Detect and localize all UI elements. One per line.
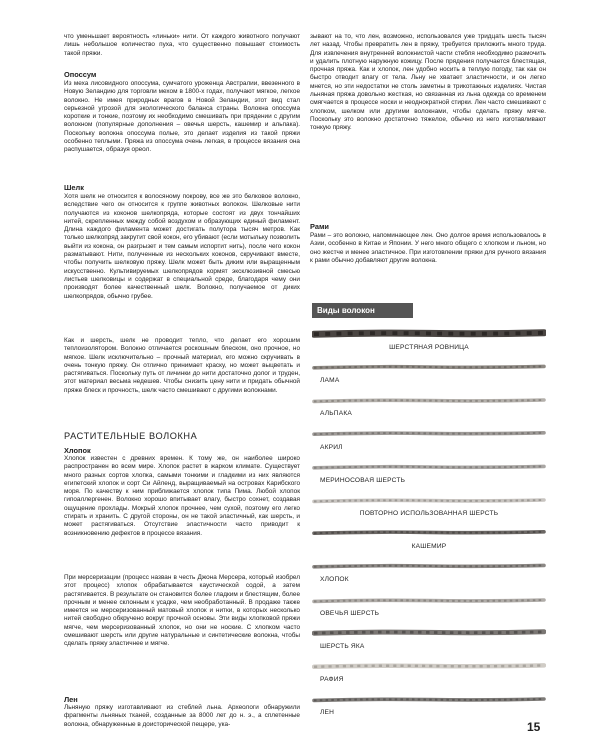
yarn-strand-body [314, 432, 544, 433]
yarn-strand-image [312, 692, 546, 706]
ramie-paragraph: Рами – это волокно, напоминающее лен. Оно долгое время использовалось в Азии, особенно в Китае и Японии. У него много общего с хлопком и льном, но оно жестче и менее эластичное. При изготовлении пряжи для ручного вязания к рами обычно добавляют другие волокна. [310, 232, 546, 264]
yarn-sample [312, 493, 546, 523]
plant-fibers-heading: РАСТИТЕЛЬНЫЕ ВОЛОКНА [64, 431, 198, 441]
linen-paragraph: Льняную пряжу изготавливают из стеблей льна. Археологи обнаружили фрагменты льняных тканей, созданные за 8000 лет до н. э., а сплетенные волокна, обнаруженные в доисторической пещере, ука- [64, 704, 300, 728]
yarn-types-heading: Виды волокон [312, 303, 413, 318]
yarn-strand-body [314, 466, 544, 467]
yarn-sample [312, 659, 546, 689]
yarn-strand-body [314, 367, 544, 368]
yarn-strand-body [314, 600, 544, 601]
yarn-label: АЛЬПАКА [320, 410, 352, 418]
yarn-sample [312, 559, 546, 589]
yarn-strand-image [312, 327, 546, 341]
yarn-strand-body [314, 500, 544, 501]
yarn-label: АКРИЛ [320, 443, 343, 451]
silk-paragraph-1: Хотя шелк не относится к волосяному покрову, все же это белковое волокно, вследствие чего он относится к группе животных волокон. Шелковые нити получаются из коконов шелкопряда, которые состоят из двух тончайших нитей, скрепленных между собой воздухом и образующих единый филамент. Длина каждого филамента может достигать полутора тысяч метров. Как только шелкопряд закрутит свой кокон, его убивают (если мотыльку позволить выйти из кокона, он разгрызет и тем самым испортит нить), после чего кокон разматывают. Нити, полученные из нескольких коконов, скручивают вместе, чтобы получить шелковую пряжу. Шелк может быть диким или выращенным искусственно. Культивируемых шелкопрядов кормят эксклюзивной смесью листьев шелковицы и содержат в специальной среде, благодаря чему они производят более качественный шелк. Волокно, получаемое от диких шелкопрядов, обычно грубее. [64, 193, 300, 300]
yarn-strand-image [312, 460, 546, 474]
page-number: 15 [527, 720, 541, 734]
cotton-heading: Хлопок [64, 446, 91, 455]
yarn-sample [312, 626, 546, 656]
yarn-sample [312, 593, 546, 623]
yarn-strand-image [312, 659, 546, 673]
yarn-strand-body [314, 400, 544, 401]
yarn-strand-body [314, 566, 544, 567]
yarn-label: ЛЕН [320, 709, 335, 717]
yarn-sample [312, 360, 546, 390]
yarn-strand-body [314, 532, 544, 533]
opossum-heading: Опоссум [64, 70, 97, 79]
silk-heading: Шелк [64, 183, 84, 192]
yarn-strand-image [312, 559, 546, 573]
yarn-strand-body [314, 699, 544, 700]
yarn-label: ЛАМА [320, 377, 340, 385]
linen-heading: Лен [64, 695, 78, 704]
yarn-strand-image [312, 626, 546, 640]
intro-paragraph: что уменьшает вероятность «линьки» нити. От каждого животного получают лишь небольшое количество пуха, что существенно повышает стоимость такой пряжи. [64, 33, 300, 57]
silk-paragraph-2: Как и шерсть, шелк не проводит тепло, что делает его хорошим теплоизолятором. Волокно отличается роскошным блеском, оно прочное, но мягкое. Шелк исключительно – прочный материал, его можно скручивать в очень тонкую пряжу. Он отлично принимает краску, но может выцветать и растягиваться. Поскольку путь от личинки до нити достаточно долог и труден, этот материал весьма недешев. Чтобы снизить цену нити и придать обычной пряже блеск и прочность, шелк часто смешивают с другими волокнами. [64, 337, 300, 394]
yarn-sample [312, 460, 546, 490]
yarn-label: ШЕРСТЯНАЯ РОВНИЦА [389, 344, 469, 351]
yarn-strand-image [312, 393, 546, 407]
yarn-sample [312, 692, 546, 722]
linen-continued-paragraph: зывают на то, что лен, возможно, использовался уже тридцать шесть тысяч лет назад. Чтобы превратить лен в пряжу, требуется приложить много труда. Для извлечения внутренней волокнистой части стебля необходимо размочить и удалить плотную наружную кожицу. После прядения получается блестящая, прочная пряжа. Как и хлопок, лен удобно носить в теплую погоду, так как он быстро отводит влагу от тела. Льну не хватает эластичности, и он легко мнется, но эти недостатки не столь заметны в трикотажных изделиях. Чистая льняная пряжа довольно жесткая, но связанная из льна одежда со временем смягчается в процессе носки и неоднократной стирки. Лен часто смешивают с хлопком, шелком или другими волокнами, чтобы сделать пряжу мягче. Поскольку это волокно достаточно тяжелое, обычно из него изготавливают тонкую пряжу. [310, 33, 546, 132]
yarn-sample [312, 393, 546, 423]
yarn-label: РАФИЯ [320, 676, 344, 683]
yarn-strand-image [312, 360, 546, 374]
cotton-paragraph-1: Хлопок известен с древних времен. К тому же, он наиболее широко распространен во всем мире. Хлопок растет в жарком климате. Существует много разных сортов хлопка, самыми тонкими и гладкими из них являются египетский хлопок и сорт Си Айленд, выращиваемый на островах Карибского моря. По качеству к ним приближается хлопок типа Пима. Любой хлопок гипоаллергенен. Волокно хорошо впитывает влагу, быстро сохнет, создавая ощущение прохлады. Мокрый хлопок прочнее, чем сухой, поэтому его легко стирать и хранить. С другой стороны, он не такой эластичный, как шерсть, и может растягиваться. Отсутствие эластичности часто приводит к возникновению дефектов в процессе вязания. [64, 455, 300, 537]
yarn-strand-image [312, 593, 546, 607]
yarn-strand-image [312, 493, 546, 507]
ramie-heading: Рами [310, 222, 329, 231]
cotton-paragraph-2: При мерсеризации (процесс назван в честь Джона Мерсера, который изобрел этот процесс) хлопок обрабатывается каустической содой, а затем растягивается. В результате он становится более гладким и блестящим, более прочным и менее склонным к усадке, чем необработанный. В продаже также имеется не мерсеризованный матовый хлопок и нитки, в которых несколько нитей свободно обкручено вокруг прочной основы. Эти виды хлопковой пряжи мягче, чем мерсеризованный хлопок, но они не ноские. С хлопком часто смешивают шерсть или другие натуральные и синтетические волокна, чтобы сделать пряжу эластичнее и мягче. [64, 574, 300, 648]
yarn-strand-image [312, 526, 546, 540]
yarn-label: МЕРИНОСОВАЯ ШЕРСТЬ [320, 476, 406, 484]
yarn-sample [312, 327, 546, 357]
yarn-label: ОВЕЧЬЯ ШЕРСТЬ [320, 609, 380, 617]
yarn-label: ШЕРСТЬ ЯКА [320, 642, 365, 650]
yarn-sample [312, 427, 546, 457]
yarn-label: ХЛОПОК [320, 576, 349, 584]
yarn-sample [312, 526, 546, 556]
opossum-paragraph: Из меха лисовидного опоссума, сумчатого уроженца Австралии, ввезенного в Новую Зеландию для торговли мехом в 1800-х годах, получают мягкое, легкое волокно. Не имея природных врагов в Новой Зеландии, этот вид стал серьезной угрозой для экологического баланса страны. Волокна опоссума короткие и тонкие, поэтому их необходимо смешивать при прядении с другим волокном (популярные дополнения – овечья шерсть, кашемир и альпака). Поскольку волокна опоссума полые, это делает изделия из такой пряжи особенно теплыми. Пряжа из опоссума очень легкая, в процессе вязания она распушается, образуя ореол. [64, 80, 300, 154]
yarn-label: ПОВТОРНО ИСПОЛЬЗОВАННАЯ ШЕРСТЬ [359, 510, 499, 517]
yarn-strand-image [312, 427, 546, 441]
yarn-label: КАШЕМИР [411, 543, 447, 551]
